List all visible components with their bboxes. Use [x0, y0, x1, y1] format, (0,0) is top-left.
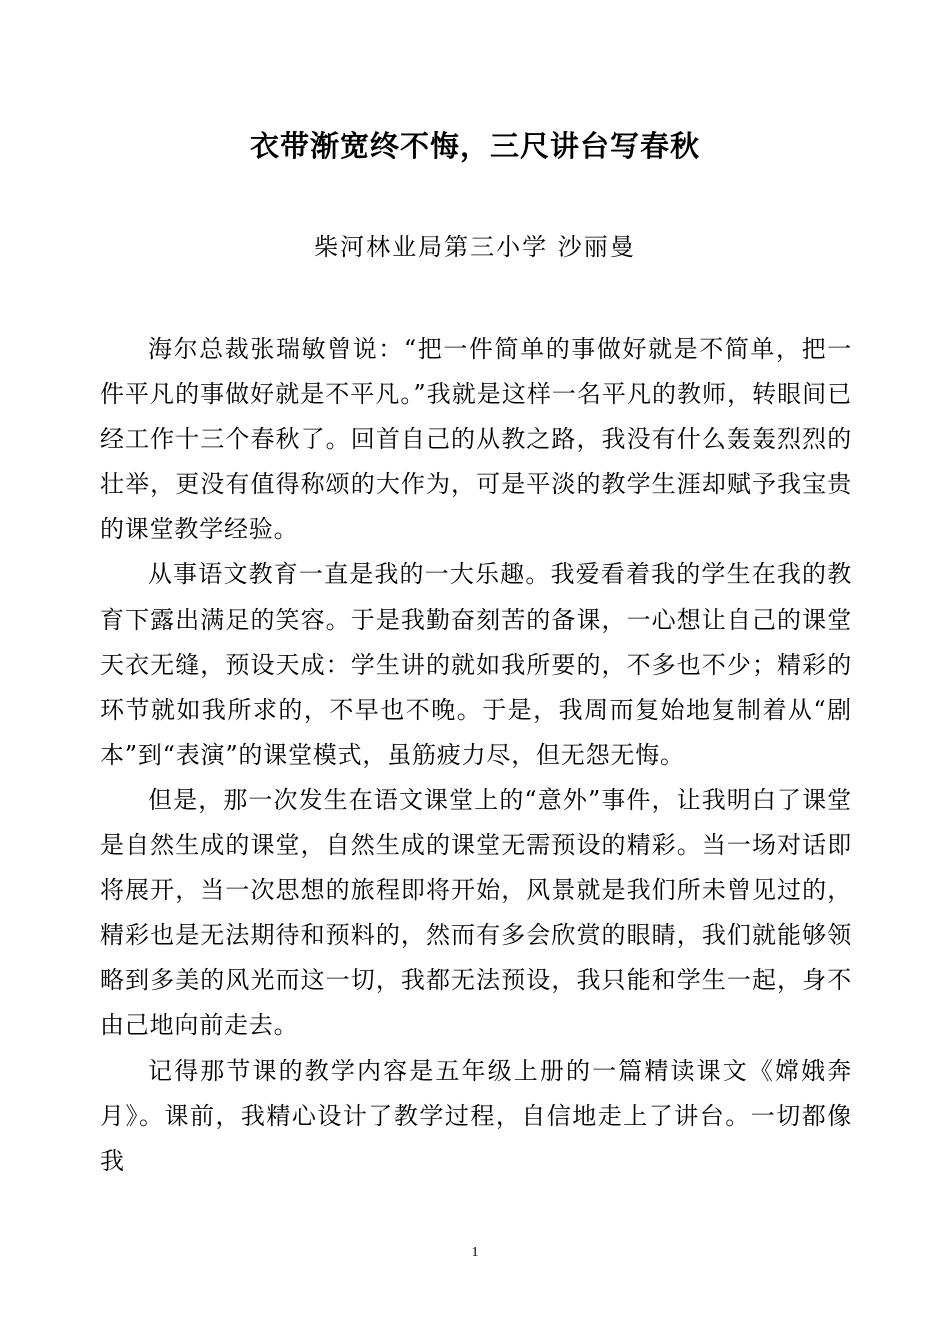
document-body [100, 327, 852, 1184]
document-title: 衣带渐宽终不悔，三尺讲台写春秋 [249, 129, 700, 163]
paragraph: 从事语文教育一直是我的一大乐趣。我爱看着我的学生在我的教育下露出满足的笑容。于是我勤奋刻苦的备课，一心想让自己的课堂天衣无缝，预设天成：学生讲的就如我所要的，不多也不少；精彩的环节就如我所求的，不早也不晚。于是，我周而复始地复制着从“剧本”到“表演”的课堂模式，虽筋疲力尽，但无怨无悔。 [100, 560, 852, 769]
paragraph: 记得那节课的教学内容是五年级上册的一篇精读课文《嫦娥奔月》。课前，我精心设计了教学过程，自信地走上了讲台。一切都像我 [100, 1056, 852, 1175]
paragraph: 但是，那一次发生在语文课堂上的“意外”事件，让我明白了课堂是自然生成的课堂，自然生成的课堂无需预设的精彩。当一场对话即将展开，当一次思想的旅程即将开始，风景就是我们所未曾见过的，精彩也是无法期待和预料的，然而有多会欣赏的眼睛，我们就能够领略到多美的风光而这一切，我都无法预设，我只能和学生一起，身不由己地向前走去。 [100, 785, 852, 1040]
author-byline: 柴河林业局第三小学 沙丽曼 [314, 233, 636, 261]
paragraph: 海尔总裁张瑞敏曾说：“把一件简单的事做好就是不简单，把一件平凡的事做好就是不平凡。”我就是这样一名平凡的教师，转眼间已经工作十三个春秋了。回首自己的从教之路，我没有什么轰轰烈烈的壮举，更没有值得称颂的大作为，可是平淡的教学生涯却赋予我宝贵的课堂教学经验。 [100, 335, 852, 544]
page-number: 1 [471, 1245, 479, 1260]
